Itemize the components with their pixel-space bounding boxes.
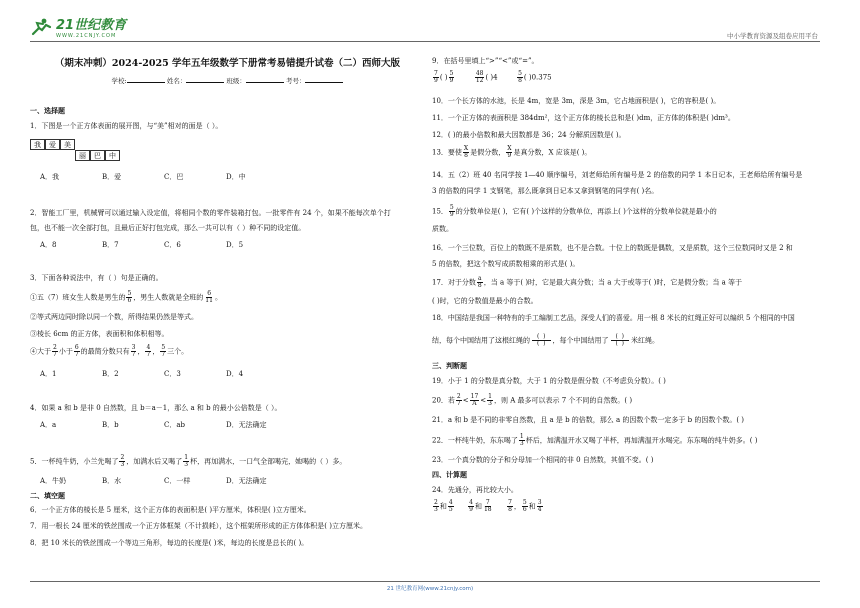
question-5: 5．一杯纯牛奶，小兰先喝了 $\frac{2}{3}$ ，加满水后又喝了 $\frac{1}{3}$ 杯，再加满水，一口气全部喝完，她喝的（ ）多。 (30, 454, 347, 468)
question-14-line2: 3 的倍数的同学 1 支钢笔，那么既拿到日记本又拿到钢笔的同学有( )名。 (432, 187, 659, 195)
section-fill: 二、填空题 (30, 491, 65, 500)
option-b[interactable]: B．2 (102, 370, 119, 378)
school-blank[interactable] (127, 74, 165, 83)
question-12: 12．( )的最小倍数和最大因数都是 36；24 分解质因数是( )。 (432, 131, 626, 139)
option-d[interactable]: D．无法确定 (226, 477, 267, 485)
option-b[interactable]: B．水 (102, 477, 122, 485)
question-3: 3．下面各种说法中，有（ ）句是正确的。 (30, 274, 163, 282)
question-18-line2: 结，每个中国结用了这根红绳的 ( ) ( ) ，每个中国结用了 ( ) ( ) 米红绳。 (432, 333, 659, 347)
question-19: 19．小于 1 的分数是真分数，大于 1 的分数是假分数（不考虑负分数）。( ) (432, 377, 666, 385)
logo-subtext: WWW.21CNJY.COM (56, 33, 117, 39)
question-18-line1: 18．中国结是我国一种特有的手工编制工艺品，深受人们的喜爱。用一根 8 米长的红绳正好可以编织 5 个相同的中国 (432, 314, 795, 322)
question-22: 22．一杯纯牛奶，东东喝了 $\frac{1}{3}$ 杯后，加满温开水又喝了半杯，再加满温开水喝完。东东喝的纯牛奶多。( ) (432, 433, 758, 447)
section-choice: 一、选择题 (30, 106, 65, 115)
question-14-line1: 14．五（2）班 40 名同学按 1—40 顺序编号，刘老师给所有编号是 2 的倍数的同学 1 本日记本，王老师给所有编号是 (432, 171, 803, 179)
net-cell: 巴 (90, 150, 105, 161)
option-b[interactable]: B．7 (102, 241, 119, 249)
class-blank[interactable] (246, 74, 284, 83)
question-2-line2: 包，也不能一次全部打包，且最后正好打包完成，那么一共可以有（ ）种不同的设定值。 (30, 224, 306, 232)
question-15: 15． $\frac{5}{9}$ 的分数单位是( )，它有( )个这样的分数单位，再添上( )个这样的分数单位就是最小的 (432, 204, 717, 218)
logo-text: 21世纪教育 (56, 18, 127, 33)
q1-options (40, 172, 288, 182)
option-d[interactable]: D．无法确定 (226, 421, 267, 429)
question-24: 24．先通分，再比较大小。 (432, 486, 518, 494)
option-d[interactable]: D．5 (226, 241, 244, 249)
net-cell: 中 (105, 150, 120, 161)
question-1: 1．下图是一个正方体表面的展开图，与“美”相对的面是（ ）。 (30, 122, 223, 130)
question-9: 9．在括号里填上“>”“<”或“=”。 (432, 57, 539, 65)
q9-comparisons: $\frac{7}{9}$ ( ) $\frac{5}{9}$ $\frac{48}{12}$ ( )4 $\frac{5}{8}$ ( )0.375 (434, 70, 552, 84)
option-d[interactable]: D．4 (226, 370, 244, 378)
net-cell: 美 (60, 139, 75, 150)
class-label: 班级： (226, 77, 246, 85)
option-a[interactable]: A．我 (40, 173, 60, 181)
q5-options (40, 476, 288, 486)
question-8: 8．把 10 米长的铁丝围成一个等边三角形，每边的长度是( )米，每边的长度是总长的( )。 (30, 539, 309, 547)
option-c[interactable]: C．ab (164, 421, 186, 429)
q3-statement-2: ②等式两边同时除以同一个数，所得结果仍然是等式。 (30, 313, 198, 321)
q3-statement-1: ①五（7）班女生人数是男生的 $\frac{5}{6}$ ，男生人数就是全班的 $\frac{6}{11}$ 。 (30, 290, 222, 304)
option-a[interactable]: A．牛奶 (40, 477, 67, 485)
exam-title: （期末冲刺）2024-2025 学年五年级数学下册常考易错提升试卷（二）西师大版 (54, 58, 401, 69)
question-7: 7．用一根长 24 厘米的铁丝围成一个正方体框架（不计损耗），这个框架所形成的正方体体积是( )立方厘米。 (30, 522, 367, 530)
question-13: 13．要使 $\frac{X}{8}$ 是假分数， $\frac{X}{9}$ 是真分数，X 应该是( )。 (432, 145, 592, 159)
question-10: 10．一个长方体的水池，长是 4m，宽是 3m，深是 3m，它占地面积是( )，它的容积是( )。 (432, 97, 721, 105)
school-label: 学校: (111, 77, 127, 85)
option-c[interactable]: C．一样 (164, 477, 191, 485)
name-label: 姓名： (166, 77, 187, 85)
section-calc: 四、计算题 (432, 470, 467, 479)
question-17: 17．对于分数 $\frac{a}{8}$ ，当 a 等于( )时，它是最大真分数；当 a 大于或等于( )时，它是假分数；当 a 等于 (432, 275, 742, 289)
id-blank[interactable] (305, 74, 343, 83)
question-6: 6．一个正方体的棱长是 5 厘米，这个正方体的表面积是( )平方厘米，体积是( )立方厘米。 (30, 506, 311, 514)
q2-options (40, 240, 288, 250)
net-cell: 我 (30, 139, 45, 150)
option-a[interactable]: A．a (40, 421, 57, 429)
platform-name: 中小学教育资源及组卷应用平台 (727, 32, 818, 40)
q24-pairs: $\frac{2}{3}$ 和 $\frac{4}{5}$ $\frac{4}{9}$ 和 $\frac{7}{18}$ $\frac{7}{8}$ ， $\frac{5}{6}$ 和 $\frac{3}{4}$ (434, 499, 542, 513)
question-16-line2: 5 的倍数，把这个数写成质数相乘的形式是( )。 (432, 260, 580, 268)
question-16-line1: 16．一个三位数，百位上的数既不是质数，也不是合数。十位上的数既是偶数，又是质数，这个三位数同时又是 2 和 (432, 244, 793, 252)
site-logo (30, 14, 126, 39)
option-c[interactable]: C．6 (164, 241, 181, 249)
question-15-line2: 质数。 (432, 225, 453, 233)
name-blank[interactable] (186, 74, 224, 83)
option-a[interactable]: A．8 (40, 241, 57, 249)
q3-options (40, 369, 288, 379)
question-17-line2: ( )时，它的分数值是最小的合数。 (432, 297, 538, 305)
question-2-line1: 2．智能工厂里，机械臂可以通过输入设定值，将相同个数的零件装箱打包。一批零件有 24 个，如果不能每次单个打 (30, 209, 391, 217)
id-label: 考号： (285, 77, 306, 85)
student-info-line (30, 74, 425, 85)
option-b[interactable]: B．b (102, 421, 119, 429)
footer-divider (30, 581, 820, 582)
q4-options (40, 420, 288, 430)
runner-logo-icon (30, 18, 52, 36)
question-23: 23．一个真分数的分子和分母加一个相同的非 0 自然数，其值不变。( ) (432, 456, 654, 464)
header-divider (30, 41, 820, 42)
section-judge: 三、判断题 (432, 361, 467, 370)
q3-statement-3: ③棱长 6cm 的正方体，表面积和体积相等。 (30, 330, 169, 338)
question-21: 21．a 和 b 是不同的非零自然数，且 a 是 b 的倍数，那么 a 的因数个数一定多于 b 的因数个数。( ) (432, 416, 745, 424)
question-20: 20．若 $\frac{2}{7}$ < $\frac{17}{A}$ < $\frac{1}{3}$ ，则 A 最多可以表示 7 个不同的自然数。( ) (432, 393, 633, 407)
net-cell: 丽 (75, 150, 90, 161)
option-a[interactable]: A．1 (40, 370, 57, 378)
net-cell: 爱 (45, 139, 60, 150)
option-c[interactable]: C．3 (164, 370, 181, 378)
footer-link[interactable]: 21 世纪教育网(www.21cnjy.com) (386, 586, 474, 592)
option-b[interactable]: B．爱 (102, 173, 122, 181)
question-11: 11．一个正方体的表面积是 384dm²，这个正方体的棱长总和是( )dm，正方体的体积是( )dm³。 (432, 114, 735, 122)
option-d[interactable]: D．中 (226, 173, 246, 181)
q3-statement-4: ④大于 $\frac{2}{7}$ 小于 $\frac{6}{7}$ 的最简分数只有 $\frac{3}{7}$ ， $\frac{4}{7}$ ， $\frac{5}{7}$ 三个。 (30, 344, 189, 358)
option-c[interactable]: C．巴 (164, 173, 184, 181)
question-4: 4．如果 a 和 b 是非 0 自然数，且 b＝a－1，那么 a 和 b 的最小公倍数是（ ）。 (30, 404, 282, 412)
